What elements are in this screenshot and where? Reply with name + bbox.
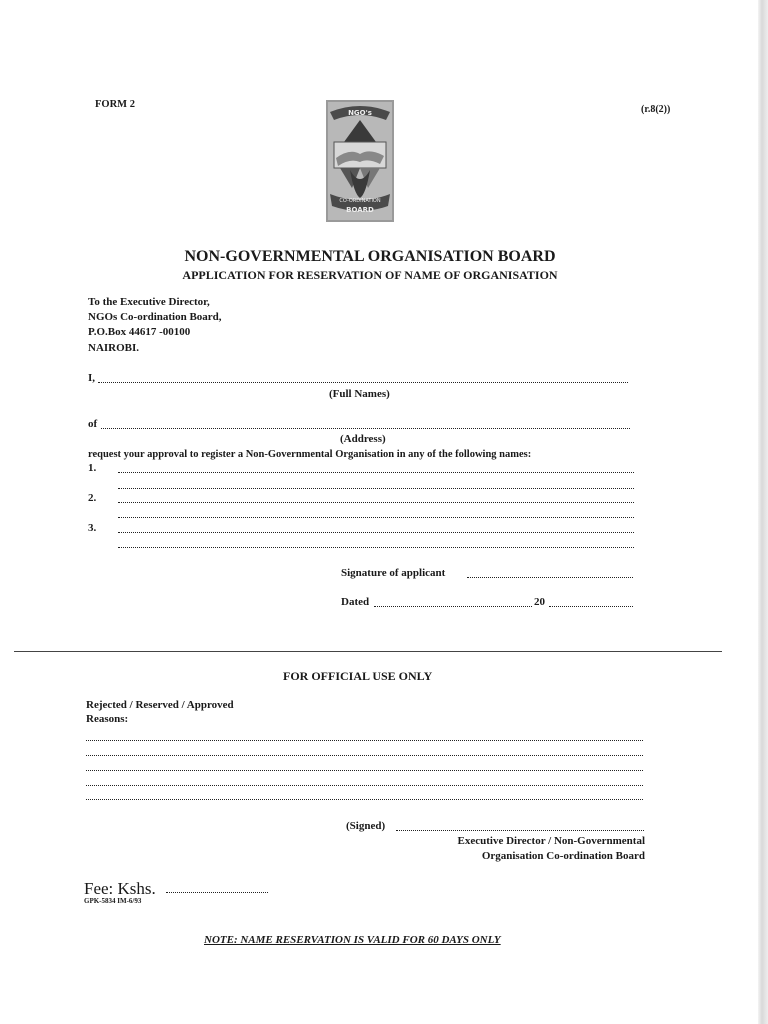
year-prefix: 20 [534,596,545,608]
signed-label: (Signed) [346,820,386,832]
request-text: request your approval to register a Non-Governmental Organisation in any of the following names: [88,449,532,460]
reasons-label: Reasons: [86,713,129,725]
address-line-3: P.O.Box 44617 -00100 [88,326,191,338]
name-number-2: 2. [88,492,97,504]
form-subtitle: APPLICATION FOR RESERVATION OF NAME OF ORGANISATION [182,268,558,282]
svg-text:NGO's: NGO's [348,109,372,117]
i-label: I, [88,372,96,384]
signature-label: Signature of applicant [341,567,446,579]
address-field[interactable] [101,428,630,429]
name-option-3-line-1[interactable] [118,532,634,533]
official-use-heading: FOR OFFICIAL USE ONLY [283,669,433,683]
signature-field[interactable] [467,577,633,578]
name-option-2-line-1[interactable] [118,502,634,503]
name-option-3-line-2[interactable] [118,547,634,548]
signatory-line-2: Organisation Co-ordination Board [481,850,645,862]
year-field[interactable] [549,606,633,607]
ngo-board-logo [322,98,398,224]
name-number-1: 1. [88,462,97,474]
address-caption: (Address) [340,433,386,445]
address-line-2: NGOs Co-ordination Board, [88,311,222,323]
full-names-caption: (Full Names) [329,388,390,400]
name-number-3: 3. [88,522,97,534]
reasons-line-5[interactable] [86,799,643,800]
official-signature-field[interactable] [396,830,644,831]
form-number: FORM 2 [95,99,135,110]
fee-label: Fee: Kshs. [84,879,156,898]
print-code: GPK-5834 IM-6/93 [84,897,142,905]
name-option-1-line-2[interactable] [118,488,634,489]
status-options: Rejected / Reserved / Approved [86,699,234,711]
rule-reference: (r.8(2)) [641,104,671,115]
reasons-line-2[interactable] [86,755,643,756]
fee-field[interactable] [166,892,268,893]
address-line-1: To the Executive Director, [88,296,210,308]
validity-note: NOTE: NAME RESERVATION IS VALID FOR 60 DAYS ONLY [204,934,501,946]
date-field[interactable] [374,606,532,607]
section-divider [14,651,722,652]
name-option-2-line-2[interactable] [118,517,634,518]
full-names-field[interactable] [98,382,628,383]
of-label: of [88,418,98,430]
name-option-1-line-1[interactable] [118,472,634,473]
dated-label: Dated [341,596,370,608]
reasons-line-1[interactable] [86,740,643,741]
signatory-line-1: Executive Director / Non-Governmental [457,835,645,847]
svg-text:BOARD: BOARD [346,206,374,214]
svg-text:CO-ORDINATION: CO-ORDINATION [339,198,381,204]
form-title: NON-GOVERNMENTAL ORGANISATION BOARD [184,248,556,265]
reasons-line-3[interactable] [86,770,643,771]
reasons-line-4[interactable] [86,785,643,786]
address-line-4: NAIROBI. [88,342,140,354]
page-edge [758,0,768,1024]
